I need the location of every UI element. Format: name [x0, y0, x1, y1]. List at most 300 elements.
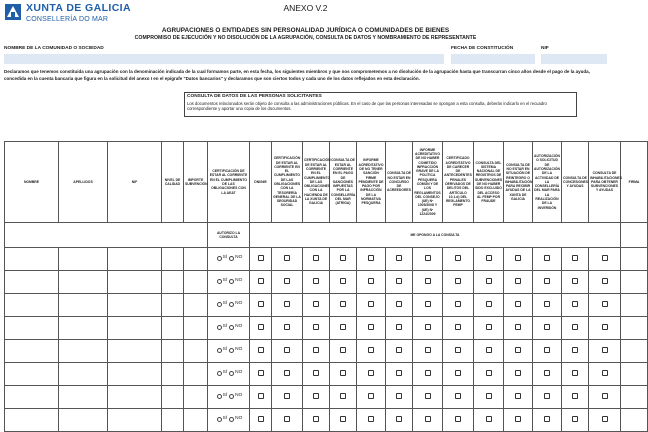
oppose-checkbox[interactable]: [486, 324, 492, 330]
cell-consulta-de-estar-al-corriente-en-el-pag: [330, 248, 357, 271]
cell-apellidos[interactable]: [59, 271, 108, 294]
oppose-checkbox[interactable]: [602, 347, 608, 353]
oppose-checkbox[interactable]: [313, 393, 319, 399]
cell-informe-acreditativo-de-no-tener-sancion: [357, 317, 386, 340]
cell-autorizacion-o-solicitud-de-autorizacion: [533, 271, 562, 294]
cell-consulta-de-inhabilitaciones-para-obtene: [589, 409, 621, 432]
cell-nivel-de-calidad[interactable]: [162, 317, 184, 340]
cell-nombre[interactable]: [5, 294, 59, 317]
no-label: NO: [235, 278, 243, 284]
cell-consulta-de-no-estar-en-situacion-de-rei: [504, 271, 533, 294]
oppose-checkbox[interactable]: [486, 278, 492, 284]
cell-informe-acreditativo-de-no-tener-sancion: [357, 409, 386, 432]
oppose-checkbox[interactable]: [258, 347, 264, 353]
oppose-checkbox[interactable]: [368, 370, 374, 376]
cell-consulta-de-estar-al-corriente-en-el-pag: [330, 340, 357, 363]
column-header-consulta-de-concesiones-y-ayudas: CONSULTA DE CONCESIONES Y AYUDAS: [562, 142, 589, 223]
yes-radio[interactable]: [217, 302, 222, 307]
yes-label: SÍ: [222, 255, 228, 261]
cell-autorizacion-o-solicitud-de-autorizacion: [533, 386, 562, 409]
oppose-checkbox[interactable]: [425, 416, 431, 422]
cell-autorizacion-o-solicitud-de-autorizacion: [533, 294, 562, 317]
yes-radio[interactable]: [217, 417, 222, 422]
no-radio[interactable]: [229, 279, 234, 284]
cell-consulta-de-inhabilitaciones-para-obtene: [589, 248, 621, 271]
oppose-checkbox[interactable]: [396, 324, 402, 330]
cell-certificado-acreditativo-de-carecer-de-a: [443, 317, 474, 340]
cell-certificado-acreditativo-de-carecer-de-a: [443, 271, 474, 294]
oppose-checkbox[interactable]: [602, 324, 608, 330]
cell-dni-nie: [250, 409, 272, 432]
cell-apellidos[interactable]: [59, 363, 108, 386]
oppose-checkbox[interactable]: [368, 416, 374, 422]
no-radio[interactable]: [229, 394, 234, 399]
oppose-checkbox[interactable]: [368, 347, 374, 353]
yes-label: SÍ: [222, 301, 228, 307]
cell-consulta-de-inhabilitaciones-para-obtene: [589, 340, 621, 363]
yes-label: SÍ: [222, 416, 228, 422]
cell-nivel-de-calidad[interactable]: [162, 248, 184, 271]
cell-dni-nie: [250, 294, 272, 317]
yes-radio[interactable]: [217, 256, 222, 261]
oppose-checkbox[interactable]: [544, 347, 550, 353]
cell-consulta-de-inhabilitaciones-para-obtene: [589, 363, 621, 386]
cell-certificado-acreditativo-de-carecer-de-a: [443, 386, 474, 409]
oppose-checkbox[interactable]: [515, 301, 521, 307]
yes-radio[interactable]: [217, 348, 222, 353]
cell-certificacion-de-estar-al-corriente-en-e: [303, 317, 330, 340]
oppose-checkbox[interactable]: [396, 347, 402, 353]
oppose-checkbox[interactable]: [396, 278, 402, 284]
cell-consulta-de-inhabilitaciones-para-obtene: [589, 386, 621, 409]
cell-consulta-de-estar-al-corriente-en-el-pag: [330, 317, 357, 340]
column-header-firma: FIRMA: [621, 142, 648, 223]
cell-informe-acreditativo-de-no-haber-cometid: [413, 271, 443, 294]
oppose-checkbox[interactable]: [455, 278, 461, 284]
cell-certificacion-de-estar-al-corriente-en-e: [272, 409, 303, 432]
oppose-checkbox[interactable]: [258, 324, 264, 330]
column-header-consulta-de-inhabilitaciones-para-obtene: CONSULTA DE INHABILITACIONES PARA OBTENER SUBVENCIONES Y AYUDAS: [589, 142, 621, 223]
cell-firma[interactable]: [621, 271, 648, 294]
cell-nif[interactable]: [108, 294, 162, 317]
cell-importe-subvencion[interactable]: [184, 248, 208, 271]
oppose-checkbox[interactable]: [340, 301, 346, 307]
cell-certificado-acreditativo-de-carecer-de-a: [443, 340, 474, 363]
cell-certificacion-de-estar-al-corriente-en-e: [303, 271, 330, 294]
oppose-checkbox[interactable]: [258, 393, 264, 399]
cell-nombre[interactable]: [5, 317, 59, 340]
cell-nivel-de-calidad[interactable]: [162, 409, 184, 432]
oppose-checkbox[interactable]: [486, 393, 492, 399]
cell-dni-nie: [250, 248, 272, 271]
oppose-checkbox[interactable]: [572, 393, 578, 399]
oppose-checkbox[interactable]: [602, 255, 608, 261]
oppose-checkbox[interactable]: [515, 255, 521, 261]
cell-autorizacion-o-solicitud-de-autorizacion: [533, 340, 562, 363]
cell-importe-subvencion[interactable]: [184, 294, 208, 317]
cell-apellidos[interactable]: [59, 340, 108, 363]
cell-importe-subvencion[interactable]: [184, 340, 208, 363]
oppose-checkbox[interactable]: [258, 255, 264, 261]
oppose-checkbox[interactable]: [313, 278, 319, 284]
cell-firma[interactable]: [621, 409, 648, 432]
cell-apellidos[interactable]: [59, 294, 108, 317]
column-header-consulta-del-sistema-nacional-de-registr: CONSULTA DEL SISTEMA NACIONAL DE REGISTROS DE SUBVENCIONES DE NO HABER SIDO EXCLUIDO DEL ACCESO AL FEMP POR FRAUDE: [474, 142, 504, 223]
oppose-checkbox[interactable]: [313, 416, 319, 422]
cell-informe-acreditativo-de-no-tener-sancion: [357, 248, 386, 271]
community-name-field[interactable]: [4, 54, 444, 64]
no-label: NO: [235, 324, 243, 330]
oppose-checkbox[interactable]: [455, 324, 461, 330]
cell-apellidos[interactable]: [59, 386, 108, 409]
oppose-checkbox[interactable]: [284, 324, 290, 330]
oppose-checkbox[interactable]: [602, 301, 608, 307]
oppose-checkbox[interactable]: [544, 301, 550, 307]
cell-nivel-de-calidad[interactable]: [162, 363, 184, 386]
cell-importe-subvencion[interactable]: [184, 317, 208, 340]
no-radio[interactable]: [229, 256, 234, 261]
yes-radio[interactable]: [217, 394, 222, 399]
no-radio[interactable]: [229, 348, 234, 353]
oppose-checkbox[interactable]: [340, 416, 346, 422]
oppose-checkbox[interactable]: [396, 301, 402, 307]
cell-consulta-de-concesiones-y-ayudas: [562, 340, 589, 363]
column-header-informe-acreditativo-de-no-tener-sancion: INFORME ACREDITATIVO DE NO TENER SANCIÓN FIRME PENDIENTE DE PAGO POR INFRACCIÓN DE LA NORMATIVA PESQUERA: [357, 142, 386, 223]
column-header-certificacion-de-estar-al-corriente-en-e: CERTIFICACIÓN DE ESTAR AL CORRIENTE EN EL CUMPLIMIENTO DE LAS OBLIGACIONES CON LA TESORERÍA GENERAL DE LA SEGURIDAD SOCIAL: [272, 142, 303, 223]
table-row: [5, 363, 648, 386]
subheader-spacer: [5, 223, 208, 248]
cell-certificacion-de-estar-al-corriente-en-e: [208, 386, 250, 409]
oppose-checkbox[interactable]: [284, 255, 290, 261]
cell-autorizacion-o-solicitud-de-autorizacion: [533, 409, 562, 432]
community-name-label: NOMBRE DE LA COMUNIDAD O SOCIEDAD: [4, 46, 104, 51]
yes-radio[interactable]: [217, 279, 222, 284]
cell-certificacion-de-estar-al-corriente-en-e: [303, 340, 330, 363]
cell-consulta-de-concesiones-y-ayudas: [562, 294, 589, 317]
oppose-checkbox[interactable]: [572, 255, 578, 261]
column-header-informe-acreditativo-de-no-haber-cometid: INFORME ACREDITATIVO DE NO HABER COMETIDO INFRACCIÓN GRAVE DE LA POLÍTICA PESQUERA COMÚN Y DE LOS REGLAMENTOS DEL CONSEJO (UE) Nº 1005/2008 Y (UE) Nº 1224/2009: [413, 142, 443, 223]
oppose-checkbox[interactable]: [368, 324, 374, 330]
cell-certificacion-de-estar-al-corriente-en-e: [272, 340, 303, 363]
oppose-checkbox[interactable]: [515, 393, 521, 399]
oppose-checkbox[interactable]: [602, 393, 608, 399]
cell-informe-acreditativo-de-no-haber-cometid: [413, 386, 443, 409]
cell-nif[interactable]: [108, 363, 162, 386]
cell-consulta-de-inhabilitaciones-para-obtene: [589, 317, 621, 340]
column-header-autorizacion-o-solicitud-de-autorizacion: AUTORIZACIÓN O SOLICITUD DE AUTORIZACIÓN DE LA ACTIVIDAD DE LA CONSELLERÍA DEL MAR PARA LA REALIZACIÓN DE LA INVERSIÓN: [533, 142, 562, 223]
cell-consulta-de-no-estar-en-concurso-de-acre: [386, 363, 413, 386]
oppose-checkbox[interactable]: [340, 370, 346, 376]
cell-firma[interactable]: [621, 386, 648, 409]
oppose-checkbox[interactable]: [455, 301, 461, 307]
subheader-spacer: [621, 223, 648, 248]
oppose-checkbox[interactable]: [486, 301, 492, 307]
oppose-checkbox[interactable]: [313, 370, 319, 376]
oppose-checkbox[interactable]: [396, 370, 402, 376]
cell-certificacion-de-estar-al-corriente-en-e: [272, 248, 303, 271]
cell-firma[interactable]: [621, 317, 648, 340]
cell-autorizacion-o-solicitud-de-autorizacion: [533, 248, 562, 271]
oppose-checkbox[interactable]: [602, 416, 608, 422]
cell-nombre[interactable]: [5, 386, 59, 409]
cell-apellidos[interactable]: [59, 248, 108, 271]
cell-apellidos[interactable]: [59, 317, 108, 340]
oppose-checkbox[interactable]: [396, 416, 402, 422]
cell-dni-nie: [250, 363, 272, 386]
cell-importe-subvencion[interactable]: [184, 409, 208, 432]
nif-field[interactable]: [541, 54, 607, 64]
cell-consulta-de-inhabilitaciones-para-obtene: [589, 271, 621, 294]
column-header-certificacion-de-estar-al-corriente-en-e: CERTIFICACIÓN DE ESTAR AL CORRIENTE EN EL CUMPLIMIENTO DE LAS OBLIGACIONES CON LA HACIENDA DE LA XUNTA DE GALICIA: [303, 142, 330, 223]
cell-importe-subvencion[interactable]: [184, 386, 208, 409]
oppose-checkbox[interactable]: [425, 324, 431, 330]
oppose-checkbox[interactable]: [340, 393, 346, 399]
oppose-checkbox[interactable]: [544, 324, 550, 330]
cell-informe-acreditativo-de-no-tener-sancion: [357, 363, 386, 386]
oppose-checkbox[interactable]: [455, 393, 461, 399]
oppose-checkbox[interactable]: [572, 370, 578, 376]
annex-label: ANEXO V.2: [283, 3, 328, 13]
oppose-checkbox[interactable]: [486, 255, 492, 261]
oppose-checkbox[interactable]: [425, 301, 431, 307]
cell-consulta-de-estar-al-corriente-en-el-pag: [330, 409, 357, 432]
cell-consulta-de-no-estar-en-situacion-de-rei: [504, 409, 533, 432]
oppose-checkbox[interactable]: [340, 255, 346, 261]
oppose-checkbox[interactable]: [486, 416, 492, 422]
cell-certificacion-de-estar-al-corriente-en-e: [303, 248, 330, 271]
cell-importe-subvencion[interactable]: [184, 363, 208, 386]
cell-certificacion-de-estar-al-corriente-en-e: [303, 409, 330, 432]
column-header-importe-subvencion: IMPORTE SUBVENCIÓN: [184, 142, 208, 223]
cell-consulta-de-inhabilitaciones-para-obtene: [589, 294, 621, 317]
cell-nif[interactable]: [108, 409, 162, 432]
oppose-checkbox[interactable]: [544, 370, 550, 376]
cell-consulta-de-no-estar-en-concurso-de-acre: [386, 294, 413, 317]
cell-firma[interactable]: [621, 294, 648, 317]
cell-consulta-de-no-estar-en-concurso-de-acre: [386, 386, 413, 409]
cell-importe-subvencion[interactable]: [184, 271, 208, 294]
yes-label: SÍ: [222, 278, 228, 284]
column-header-apellidos: APELLIDOS: [59, 142, 108, 223]
cell-nivel-de-calidad[interactable]: [162, 294, 184, 317]
cell-nivel-de-calidad[interactable]: [162, 386, 184, 409]
oppose-checkbox[interactable]: [368, 301, 374, 307]
oppose-checkbox[interactable]: [602, 278, 608, 284]
cell-nivel-de-calidad[interactable]: [162, 340, 184, 363]
cell-nombre[interactable]: [5, 340, 59, 363]
form-title: AGRUPACIONES O ENTIDADES SIN PERSONALIDAD JURÍDICA O COMUNIDADES DE BIENES: [161, 27, 450, 34]
oppose-checkbox[interactable]: [486, 370, 492, 376]
oppose-checkbox[interactable]: [515, 370, 521, 376]
cell-nif[interactable]: [108, 317, 162, 340]
oppose-checkbox[interactable]: [544, 278, 550, 284]
cell-nivel-de-calidad[interactable]: [162, 271, 184, 294]
oppose-checkbox[interactable]: [284, 347, 290, 353]
oppose-checkbox[interactable]: [313, 255, 319, 261]
constitution-date-label: FECHA DE CONSTITUCIÓN: [451, 46, 514, 51]
cell-nombre[interactable]: [5, 248, 59, 271]
yes-label: SÍ: [222, 393, 228, 399]
oppose-checkbox[interactable]: [602, 370, 608, 376]
cell-consulta-del-sistema-nacional-de-registr: [474, 409, 504, 432]
cell-dni-nie: [250, 340, 272, 363]
cell-consulta-de-no-estar-en-concurso-de-acre: [386, 271, 413, 294]
yes-label: SÍ: [222, 347, 228, 353]
oppose-checkbox[interactable]: [572, 347, 578, 353]
cell-nombre[interactable]: [5, 271, 59, 294]
oppose-checkbox[interactable]: [340, 324, 346, 330]
brand-department: CONSELLERÍA DO MAR: [26, 16, 109, 23]
cell-consulta-de-estar-al-corriente-en-el-pag: [330, 386, 357, 409]
cell-certificacion-de-estar-al-corriente-en-e: [272, 363, 303, 386]
cell-consulta-de-no-estar-en-concurso-de-acre: [386, 409, 413, 432]
nif-label: NIF: [541, 46, 549, 51]
oppose-checkbox[interactable]: [425, 347, 431, 353]
cell-consulta-del-sistema-nacional-de-registr: [474, 248, 504, 271]
cell-certificacion-de-estar-al-corriente-en-e: [208, 271, 250, 294]
oppose-checkbox[interactable]: [515, 324, 521, 330]
oppose-checkbox[interactable]: [284, 416, 290, 422]
oppose-checkbox[interactable]: [515, 278, 521, 284]
oppose-checkbox[interactable]: [515, 416, 521, 422]
cell-informe-acreditativo-de-no-haber-cometid: [413, 294, 443, 317]
no-radio[interactable]: [229, 417, 234, 422]
consult-box: [184, 92, 577, 117]
cell-certificacion-de-estar-al-corriente-en-e: [208, 294, 250, 317]
cell-nombre[interactable]: [5, 363, 59, 386]
oppose-checkbox[interactable]: [396, 393, 402, 399]
cell-consulta-de-estar-al-corriente-en-el-pag: [330, 294, 357, 317]
cell-apellidos[interactable]: [59, 409, 108, 432]
oppose-checkbox[interactable]: [515, 347, 521, 353]
oppose-checkbox[interactable]: [313, 301, 319, 307]
cell-nombre[interactable]: [5, 409, 59, 432]
cell-certificacion-de-estar-al-corriente-en-e: [272, 294, 303, 317]
oppose-checkbox[interactable]: [455, 370, 461, 376]
cell-nif[interactable]: [108, 386, 162, 409]
cell-nif[interactable]: [108, 340, 162, 363]
oppose-checkbox[interactable]: [284, 393, 290, 399]
cell-certificacion-de-estar-al-corriente-en-e: [272, 271, 303, 294]
oppose-checkbox[interactable]: [544, 255, 550, 261]
cell-certificacion-de-estar-al-corriente-en-e: [303, 294, 330, 317]
cell-firma[interactable]: [621, 340, 648, 363]
oppose-checkbox[interactable]: [425, 278, 431, 284]
cell-dni-nie: [250, 271, 272, 294]
cell-consulta-de-no-estar-en-situacion-de-rei: [504, 363, 533, 386]
table-row: [5, 248, 648, 271]
oppose-header: ME OPONGO A LA CONSULTA: [250, 223, 621, 248]
yes-radio[interactable]: [217, 371, 222, 376]
cell-firma[interactable]: [621, 248, 648, 271]
no-label: NO: [235, 255, 243, 261]
oppose-checkbox[interactable]: [313, 324, 319, 330]
oppose-checkbox[interactable]: [455, 347, 461, 353]
cell-informe-acreditativo-de-no-haber-cometid: [413, 363, 443, 386]
oppose-checkbox[interactable]: [544, 393, 550, 399]
oppose-checkbox[interactable]: [572, 324, 578, 330]
column-header-nivel-de-calidad: NIVEL DE CALIDAD: [162, 142, 184, 223]
cell-consulta-de-concesiones-y-ayudas: [562, 386, 589, 409]
oppose-checkbox[interactable]: [258, 370, 264, 376]
oppose-checkbox[interactable]: [258, 278, 264, 284]
cell-informe-acreditativo-de-no-tener-sancion: [357, 340, 386, 363]
table-row: [5, 386, 648, 409]
cell-nif[interactable]: [108, 248, 162, 271]
no-label: NO: [235, 370, 243, 376]
cell-consulta-de-concesiones-y-ayudas: [562, 317, 589, 340]
oppose-checkbox[interactable]: [572, 301, 578, 307]
oppose-checkbox[interactable]: [425, 393, 431, 399]
oppose-checkbox[interactable]: [572, 278, 578, 284]
cell-consulta-del-sistema-nacional-de-registr: [474, 294, 504, 317]
cell-consulta-de-concesiones-y-ayudas: [562, 248, 589, 271]
column-header-certificado-acreditativo-de-carecer-de-a: CERTIFICADO ACREDITATIVO DE CARECER DE ANTECEDENTES PENALES DERIVADOS DE DELITOS DEL ARTÍCULO 10.1.d) DEL REGLAMENTO FEMP: [443, 142, 474, 223]
yes-radio[interactable]: [217, 325, 222, 330]
oppose-checkbox[interactable]: [396, 255, 402, 261]
cell-certificado-acreditativo-de-carecer-de-a: [443, 294, 474, 317]
oppose-checkbox[interactable]: [455, 255, 461, 261]
cell-informe-acreditativo-de-no-haber-cometid: [413, 248, 443, 271]
constitution-date-field[interactable]: [451, 54, 535, 64]
oppose-checkbox[interactable]: [572, 416, 578, 422]
cell-firma[interactable]: [621, 363, 648, 386]
oppose-checkbox[interactable]: [284, 370, 290, 376]
oppose-checkbox[interactable]: [284, 278, 290, 284]
members-table: [4, 141, 648, 432]
no-label: NO: [235, 393, 243, 399]
cell-nif[interactable]: [108, 271, 162, 294]
oppose-checkbox[interactable]: [258, 301, 264, 307]
cell-consulta-de-no-estar-en-concurso-de-acre: [386, 248, 413, 271]
cell-certificado-acreditativo-de-carecer-de-a: [443, 363, 474, 386]
cell-certificacion-de-estar-al-corriente-en-e: [303, 363, 330, 386]
oppose-checkbox[interactable]: [340, 278, 346, 284]
oppose-checkbox[interactable]: [284, 301, 290, 307]
oppose-checkbox[interactable]: [313, 347, 319, 353]
oppose-checkbox[interactable]: [368, 255, 374, 261]
cell-consulta-de-no-estar-en-concurso-de-acre: [386, 317, 413, 340]
oppose-checkbox[interactable]: [486, 347, 492, 353]
oppose-checkbox[interactable]: [425, 370, 431, 376]
cell-informe-acreditativo-de-no-haber-cometid: [413, 340, 443, 363]
cell-certificado-acreditativo-de-carecer-de-a: [443, 248, 474, 271]
cell-certificacion-de-estar-al-corriente-en-e: [272, 386, 303, 409]
no-radio[interactable]: [229, 325, 234, 330]
cell-informe-acreditativo-de-no-tener-sancion: [357, 271, 386, 294]
oppose-checkbox[interactable]: [425, 255, 431, 261]
no-label: NO: [235, 301, 243, 307]
cell-consulta-de-no-estar-en-situacion-de-rei: [504, 294, 533, 317]
no-radio[interactable]: [229, 371, 234, 376]
oppose-checkbox[interactable]: [368, 278, 374, 284]
oppose-checkbox[interactable]: [340, 347, 346, 353]
oppose-checkbox[interactable]: [368, 393, 374, 399]
brand-name: XUNTA DE GALICIA: [26, 2, 131, 14]
oppose-checkbox[interactable]: [544, 416, 550, 422]
cell-consulta-de-concesiones-y-ayudas: [562, 363, 589, 386]
oppose-checkbox[interactable]: [455, 416, 461, 422]
no-radio[interactable]: [229, 302, 234, 307]
cell-certificado-acreditativo-de-carecer-de-a: [443, 409, 474, 432]
oppose-checkbox[interactable]: [258, 416, 264, 422]
column-header-certificacion-de-estar-al-corriente-en-e: CERTIFICACIÓN DE ESTAR AL CORRIENTE EN EL CUMPLIMIENTO DE LAS OBLIGACIONES CON LA AEAT: [208, 142, 250, 223]
column-header-dni-nie: DNI/NIE: [250, 142, 272, 223]
cell-certificacion-de-estar-al-corriente-en-e: [208, 363, 250, 386]
cell-informe-acreditativo-de-no-tener-sancion: [357, 386, 386, 409]
cell-consulta-del-sistema-nacional-de-registr: [474, 317, 504, 340]
cell-autorizacion-o-solicitud-de-autorizacion: [533, 363, 562, 386]
